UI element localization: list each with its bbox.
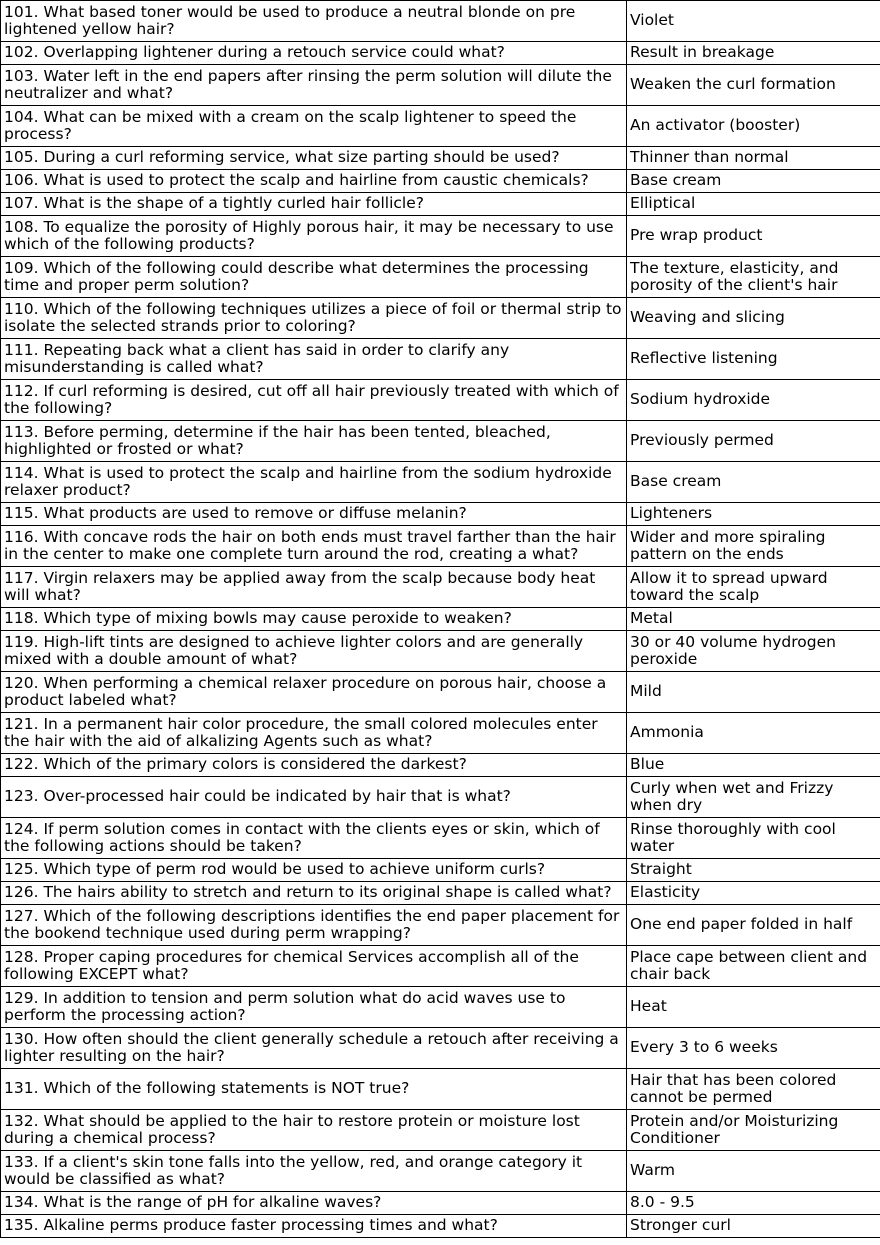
question-cell: 135. Alkaline perms produce faster processing times and what? <box>1 1215 627 1238</box>
answer-cell: Rinse thoroughly with cool water <box>627 818 880 859</box>
question-cell: 112. If curl reforming is desired, cut off all hair previously treated with which of the following? <box>1 380 627 421</box>
question-cell: 126. The hairs ability to stretch and return to its original shape is called what? <box>1 882 627 905</box>
table-row <box>1 503 880 526</box>
table-row <box>1 777 880 818</box>
answer-cell: Ammonia <box>627 713 880 754</box>
answer-cell: One end paper folded in half <box>627 905 880 946</box>
question-cell: 119. High-lift tints are designed to achieve lighter colors and are generally mixed with a double amount of what? <box>1 631 627 672</box>
table-row <box>1 257 880 298</box>
question-cell: 102. Overlapping lightener during a retouch service could what? <box>1 42 627 65</box>
answer-cell: 30 or 40 volume hydrogen peroxide <box>627 631 880 672</box>
question-cell: 133. If a client's skin tone falls into the yellow, red, and orange category it would be classified as what? <box>1 1151 627 1192</box>
answer-cell: Hair that has been colored cannot be permed <box>627 1069 880 1110</box>
question-cell: 101. What based toner would be used to produce a neutral blonde on pre lightened yellow hair? <box>1 1 627 42</box>
answer-cell: 8.0 - 9.5 <box>627 1192 880 1215</box>
question-cell: 132. What should be applied to the hair to restore protein or moisture lost during a chemical process? <box>1 1110 627 1151</box>
table-row <box>1 1069 880 1110</box>
question-cell: 120. When performing a chemical relaxer procedure on porous hair, choose a product labeled what? <box>1 672 627 713</box>
question-cell: 116. With concave rods the hair on both ends must travel farther than the hair in the center to make one complete turn around the rod, creating a what? <box>1 526 627 567</box>
answer-cell: Reflective listening <box>627 339 880 380</box>
question-cell: 115. What products are used to remove or diffuse melanin? <box>1 503 627 526</box>
answer-cell: Straight <box>627 859 880 882</box>
question-cell: 130. How often should the client generally schedule a retouch after receiving a lighter resulting on the hair? <box>1 1028 627 1069</box>
table-row <box>1 905 880 946</box>
answer-cell: Result in breakage <box>627 42 880 65</box>
answer-cell: Sodium hydroxide <box>627 380 880 421</box>
answer-cell: Place cape between client and chair back <box>627 946 880 987</box>
question-cell: 125. Which type of perm rod would be used to achieve uniform curls? <box>1 859 627 882</box>
table-row <box>1 631 880 672</box>
answer-cell: Blue <box>627 754 880 777</box>
answer-cell: Previously permed <box>627 421 880 462</box>
question-cell: 134. What is the range of pH for alkaline waves? <box>1 1192 627 1215</box>
table-row <box>1 526 880 567</box>
table-row <box>1 672 880 713</box>
question-cell: 122. Which of the primary colors is considered the darkest? <box>1 754 627 777</box>
question-cell: 107. What is the shape of a tightly curled hair follicle? <box>1 193 627 216</box>
answer-cell: Protein and/or Moisturizing Conditioner <box>627 1110 880 1151</box>
question-cell: 109. Which of the following could describe what determines the processing time and proper perm solution? <box>1 257 627 298</box>
answer-cell: Thinner than normal <box>627 147 880 170</box>
table-row <box>1 859 880 882</box>
table-row <box>1 1110 880 1151</box>
table-row <box>1 987 880 1028</box>
answer-cell: Stronger curl <box>627 1215 880 1238</box>
answer-cell: Elliptical <box>627 193 880 216</box>
question-cell: 104. What can be mixed with a cream on the scalp lightener to speed the process? <box>1 106 627 147</box>
table-row <box>1 567 880 608</box>
question-cell: 108. To equalize the porosity of Highly porous hair, it may be necessary to use which of the following products? <box>1 216 627 257</box>
answer-cell: Pre wrap product <box>627 216 880 257</box>
question-cell: 121. In a permanent hair color procedure, the small colored molecules enter the hair with the aid of alkalizing Agents such as what? <box>1 713 627 754</box>
answer-cell: Lighteners <box>627 503 880 526</box>
answer-cell: The texture, elasticity, and porosity of the client's hair <box>627 257 880 298</box>
question-cell: 111. Repeating back what a client has said in order to clarify any misunderstanding is called what? <box>1 339 627 380</box>
table-row <box>1 946 880 987</box>
answer-cell: Elasticity <box>627 882 880 905</box>
table-row <box>1 754 880 777</box>
answer-cell: Allow it to spread upward toward the scalp <box>627 567 880 608</box>
table-row <box>1 421 880 462</box>
table-row <box>1 42 880 65</box>
table-row <box>1 882 880 905</box>
table-row <box>1 1028 880 1069</box>
table-row <box>1 1215 880 1238</box>
question-cell: 123. Over-processed hair could be indicated by hair that is what? <box>1 777 627 818</box>
question-cell: 131. Which of the following statements is NOT true? <box>1 1069 627 1110</box>
answer-cell: Curly when wet and Frizzy when dry <box>627 777 880 818</box>
question-cell: 114. What is used to protect the scalp and hairline from the sodium hydroxide relaxer product? <box>1 462 627 503</box>
table-row <box>1 170 880 193</box>
table-row <box>1 1192 880 1215</box>
question-cell: 106. What is used to protect the scalp and hairline from caustic chemicals? <box>1 170 627 193</box>
answer-cell: Weaving and slicing <box>627 298 880 339</box>
table-row <box>1 106 880 147</box>
table-row <box>1 462 880 503</box>
table-row <box>1 147 880 170</box>
table-row <box>1 339 880 380</box>
answer-cell: An activator (booster) <box>627 106 880 147</box>
question-cell: 117. Virgin relaxers may be applied away from the scalp because body heat will what? <box>1 567 627 608</box>
answer-cell: Every 3 to 6 weeks <box>627 1028 880 1069</box>
question-cell: 127. Which of the following descriptions identifies the end paper placement for the bookend technique used during perm wrapping? <box>1 905 627 946</box>
table-row <box>1 1 880 42</box>
table-row <box>1 216 880 257</box>
table-row <box>1 608 880 631</box>
question-cell: 129. In addition to tension and perm solution what do acid waves use to perform the processing action? <box>1 987 627 1028</box>
table-row <box>1 193 880 216</box>
question-cell: 105. During a curl reforming service, what size parting should be used? <box>1 147 627 170</box>
answer-cell: Metal <box>627 608 880 631</box>
answer-cell: Violet <box>627 1 880 42</box>
answer-cell: Base cream <box>627 462 880 503</box>
table-row <box>1 380 880 421</box>
question-cell: 110. Which of the following techniques utilizes a piece of foil or thermal strip to isolate the selected strands prior to coloring? <box>1 298 627 339</box>
table-row <box>1 298 880 339</box>
answer-cell: Wider and more spiraling pattern on the ends <box>627 526 880 567</box>
answer-cell: Weaken the curl formation <box>627 65 880 106</box>
answer-cell: Base cream <box>627 170 880 193</box>
table-row <box>1 1151 880 1192</box>
answer-cell: Warm <box>627 1151 880 1192</box>
answer-cell: Mild <box>627 672 880 713</box>
question-cell: 124. If perm solution comes in contact with the clients eyes or skin, which of the following actions should be taken? <box>1 818 627 859</box>
table-row <box>1 713 880 754</box>
question-cell: 103. Water left in the end papers after rinsing the perm solution will dilute the neutralizer and what? <box>1 65 627 106</box>
question-cell: 118. Which type of mixing bowls may cause peroxide to weaken? <box>1 608 627 631</box>
question-cell: 128. Proper caping procedures for chemical Services accomplish all of the following EXCEPT what? <box>1 946 627 987</box>
answer-cell: Heat <box>627 987 880 1028</box>
question-cell: 113. Before perming, determine if the hair has been tented, bleached, highlighted or frosted or what? <box>1 421 627 462</box>
table-row <box>1 65 880 106</box>
table-row <box>1 818 880 859</box>
